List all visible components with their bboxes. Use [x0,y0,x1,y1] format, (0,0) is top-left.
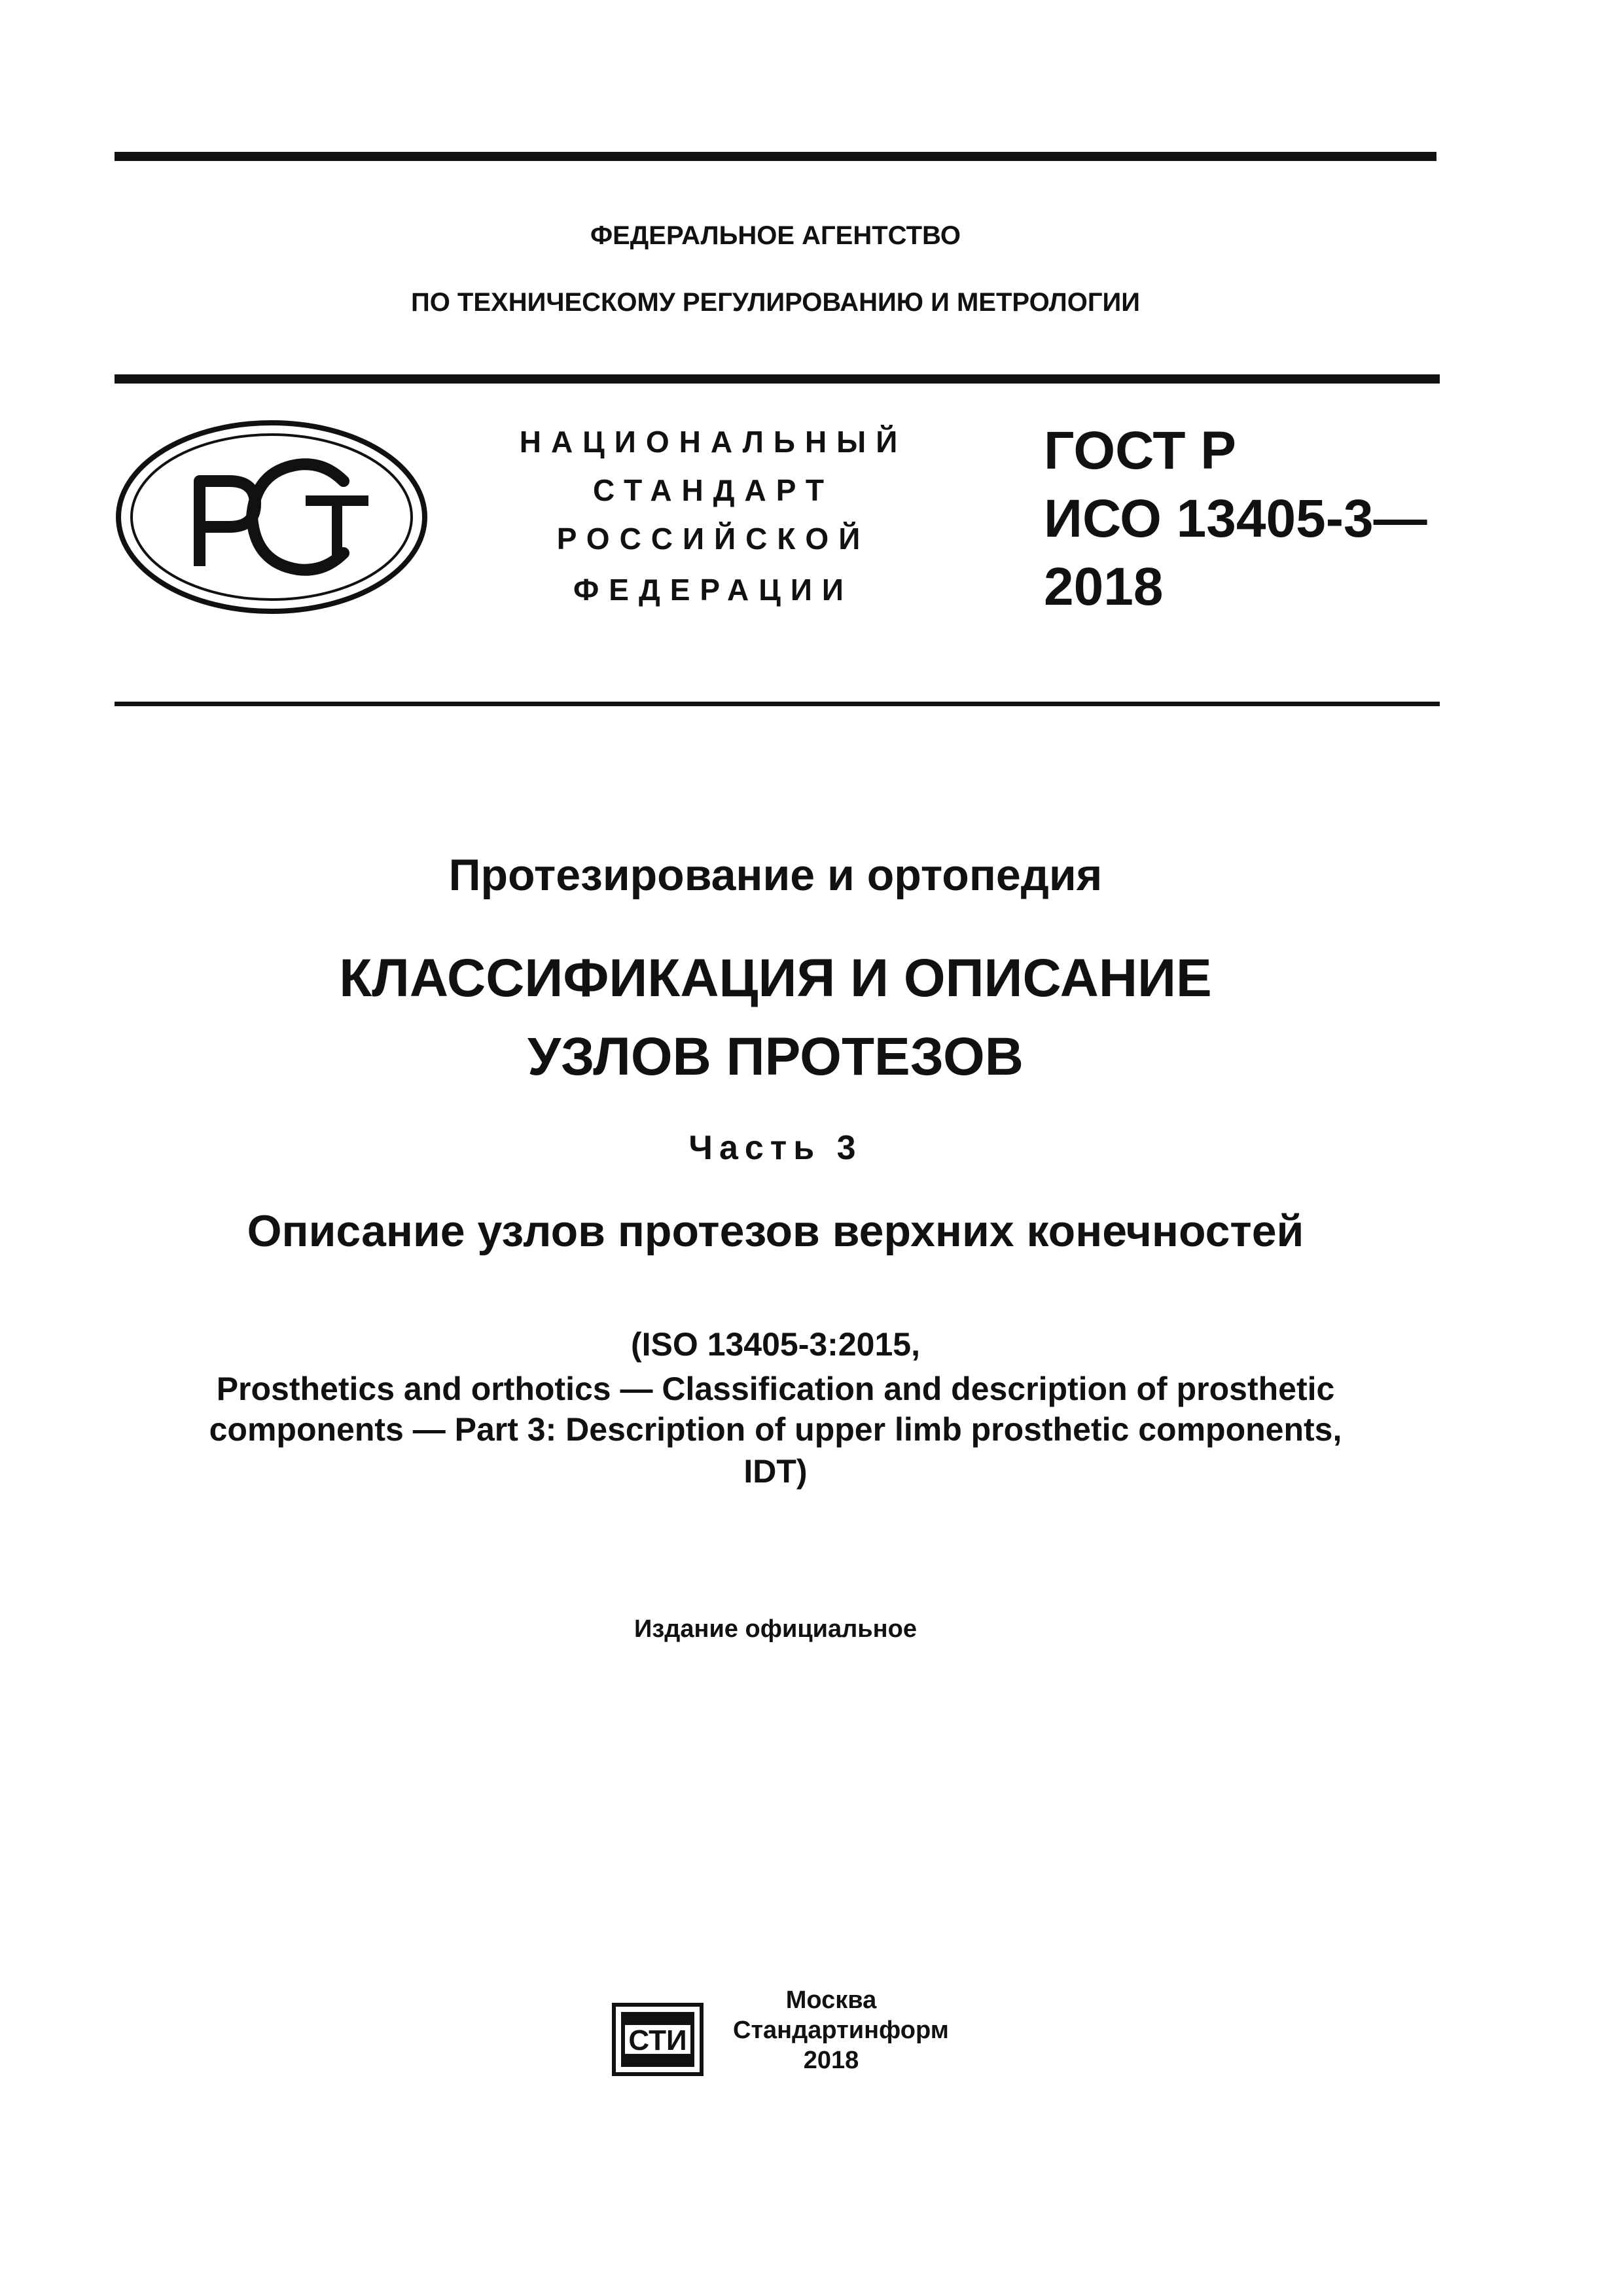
top-rule [115,152,1436,161]
edition-label: Издание официальное [634,1615,917,1643]
agency-line-1: ФЕДЕРАЛЬНОЕ АГЕНТСТВО [590,221,961,250]
part-title: Описание узлов протезов верхних конечностей [247,1206,1304,1256]
designation-line-1: ГОСТ Р [1044,421,1236,480]
standartinform-logo-icon [612,2003,704,2076]
national-line-4: ФЕДЕРАЦИИ [573,573,853,607]
publisher-year: 2018 [803,2047,859,2074]
rst-logo [115,419,429,615]
header-rule [115,374,1440,384]
standard-block-rule [115,702,1440,706]
rst-certification-mark-icon [115,419,429,615]
publisher-city: Москва [785,1986,877,2014]
main-title-line-2: УЗЛОВ ПРОТЕЗОВ [527,1027,1024,1086]
subject-title: Протезирование и ортопедия [448,850,1103,900]
national-line-2: СТАНДАРТ [593,473,834,507]
designation-line-3: 2018 [1044,557,1164,617]
publisher-name: Стандартинформ [733,2017,949,2044]
publisher-logo-text: СТИ [628,2024,687,2056]
iso-ref-line-2: Prosthetics and orthotics — Classification and description of prosthetic [216,1371,1335,1407]
designation-line-2: ИСО 13405-3— [1044,489,1427,548]
part-label: Часть 3 [688,1129,863,1167]
national-line-1: НАЦИОНАЛЬНЫЙ [519,425,908,459]
publisher-logo [612,2003,704,2076]
iso-ref-line-4: IDT) [743,1453,808,1490]
iso-ref-line-3: components — Part 3: Description of upper limb prosthetic components, [209,1411,1342,1448]
agency-line-2: ПО ТЕХНИЧЕСКОМУ РЕГУЛИРОВАНИЮ И МЕТРОЛОГИИ [410,288,1141,317]
main-title-line-1: КЛАССИФИКАЦИЯ И ОПИСАНИЕ [339,948,1212,1008]
iso-ref-line-1: (ISO 13405-3:2015, [631,1326,920,1363]
national-line-3: РОССИЙСКОЙ [556,522,870,556]
